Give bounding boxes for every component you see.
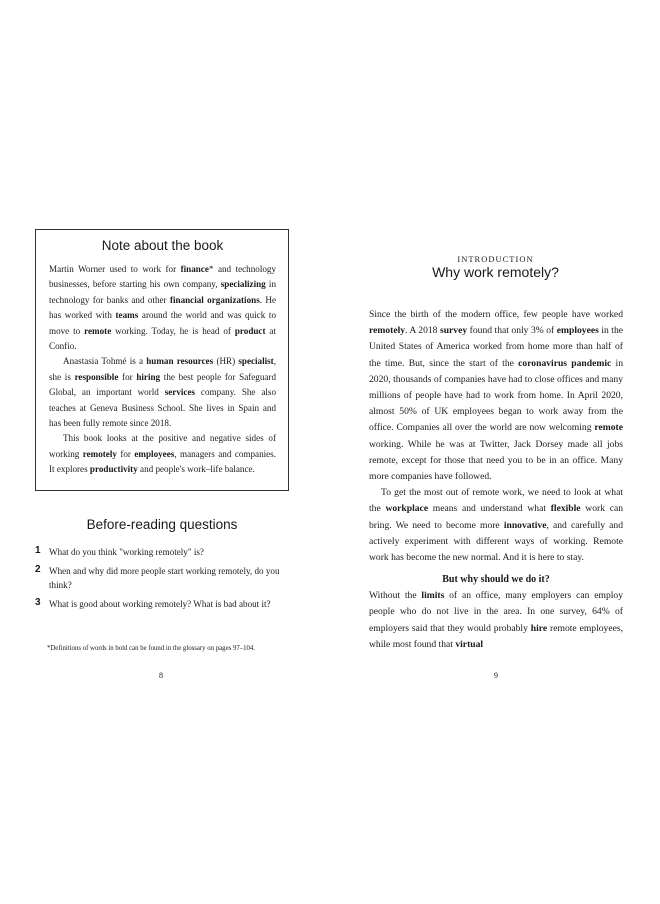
note-paragraph-book: This book looks at the positive and negative sides of working remotely for employees, managers and companies. It explores productivity and people's work–life balance. — [49, 433, 276, 475]
note-paragraph-authors-1: Martin Worner used to work for finance* and technology businesses, before starting his own company, specializing in technology for banks and other financial organizations. He has worked with teams around the world and was quick to move to remote working. Today, he is head of product at Confio. — [49, 264, 276, 352]
page-number-right: 9 — [494, 671, 498, 680]
body-text — [369, 307, 623, 653]
note-about-book-box — [35, 229, 289, 491]
paragraph-limits: Without the limits of an office, many employers can employ people who do not live in the area. In one survey, 64% of employers said that they would probably hire remote employees, while most found that virtual — [369, 590, 624, 650]
chapter-title: Why work remotely? — [432, 264, 559, 280]
paragraph-intro: Since the birth of the modern office, few people have worked remotely. A 2018 survey found that only 3% of employees in the United States of America worked from home more than half of the time. But, since the start of the coronavirus pandemic in 2020, thousands of companies have had to close offices and many millions of people have had to work from home. In April 2020, almost 50% of UK employees began to work away from the office. Companies all over the world are now welcoming remote working. While he was at Twitter, Jack Dorsey made all jobs remote, except for those that need you to be in an office. Many more companies have followed. — [369, 309, 624, 483]
section-heading: But why should we do it? — [442, 574, 550, 586]
question-text: What is good about working remotely? What is bad about it? — [49, 598, 271, 609]
before-reading-title: Before-reading questions — [86, 517, 238, 532]
paragraph-workplace: To get the most out of remote work, we need to look at what the workplace means and understand what flexible work can bring. We need to become more innovative, and carefully and actively experiment with different ways of working. Remote work has become the new normal. And it is here to stay. — [369, 487, 624, 564]
question-text: When and why did more people start working remotely, do you think? — [49, 565, 280, 591]
note-paragraph-authors-2: Anastasia Tohmé is a human resources (HR) specialist, she is responsible for hiring the best people for Safeguard Global, an important world services company. She also teaches at Geneva Business School. She lives in Spain and has been fully remote since 2018. — [49, 356, 276, 429]
question-number: 2 — [35, 563, 41, 575]
question-item — [35, 564, 285, 593]
glossary-footnote: *Definitions of words in bold can be found in the glossary on pages 97–104. — [47, 645, 256, 652]
before-reading-questions — [35, 545, 285, 615]
question-text: What do you think "working remotely" is? — [49, 547, 204, 557]
question-item — [35, 545, 285, 560]
page-number-left: 8 — [159, 671, 163, 680]
chapter-label: INTRODUCTION — [457, 254, 534, 264]
question-item — [35, 597, 285, 612]
note-title: Note about the book — [101, 238, 224, 253]
question-number: 3 — [35, 596, 41, 608]
question-number: 1 — [35, 545, 41, 556]
